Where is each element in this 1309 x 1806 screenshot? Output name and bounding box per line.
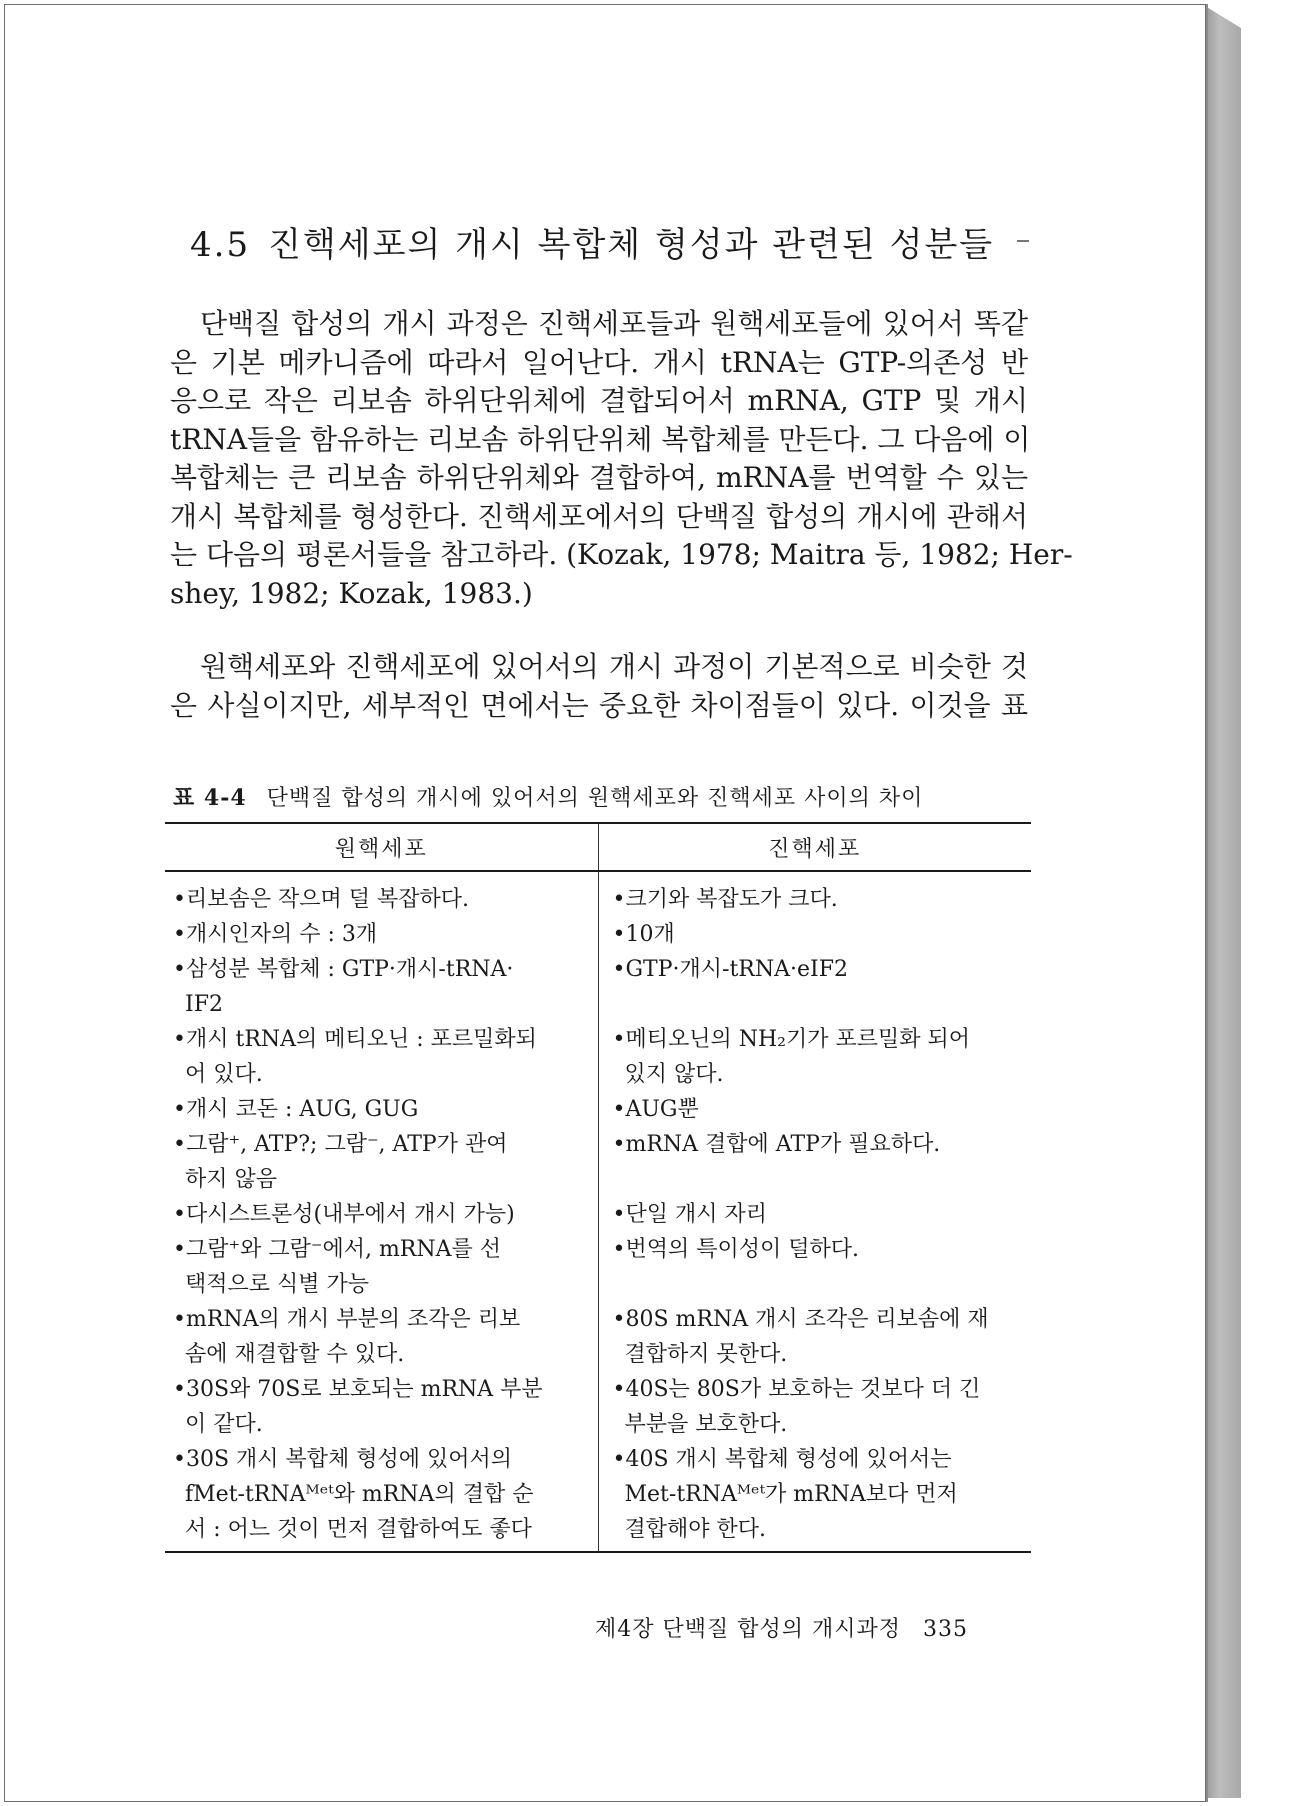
- paragraph-line: shey, 1982; Kozak, 1983.): [170, 576, 533, 610]
- paragraph-line: tRNA들을 함유하는 리보솜 하위단위체 복합체를 만든다. 그 다음에 이: [170, 422, 1031, 456]
- paragraph-line: 원핵세포와 진핵세포에 있어서의 개시 과정이 기본적으로 비슷한 것: [200, 650, 1028, 683]
- paragraph-line: 응으로 작은 리보솜 하위단위체에 결합되어서 mRNA, GTP 및 개시: [170, 384, 1028, 417]
- margin-mark: [1017, 240, 1029, 242]
- cell-text-line: 있지 않다.: [624, 1062, 724, 1087]
- prokaryote-cell: [165, 1302, 598, 1372]
- cell-text-line: •번역의 특이성이 덜하다.: [612, 1237, 859, 1262]
- paragraph-line: 은 기본 메카니즘에 따라서 일어난다. 개시 tRNA는 GTP-의존성 반: [170, 345, 1028, 379]
- cell-text-line: •개시인자의 수 : 3개: [173, 922, 378, 947]
- table-caption-text: 단백질 합성의 개시에 있어서의 원핵세포와 진핵세포 사이의 차이: [266, 786, 924, 811]
- cell-text-line: •그람⁺, ATP?; 그람⁻, ATP가 관여: [173, 1132, 508, 1157]
- table-row: [165, 1442, 1031, 1552]
- paragraph-line: 개시 복합체를 형성한다. 진핵세포에서의 단백질 합성의 개시에 관해서: [170, 499, 1028, 533]
- prokaryote-cell: [165, 1442, 598, 1552]
- cell-text-line: •80S mRNA 개시 조각은 리보솜에 재: [612, 1307, 989, 1332]
- cell-text-line: •리보솜은 작으며 덜 복잡하다.: [173, 887, 469, 912]
- eukaryote-cell: [598, 1372, 1031, 1442]
- paragraph-2: [170, 648, 1028, 725]
- eukaryote-cell: [598, 1302, 1031, 1372]
- cell-text-line: fMet-tRNAᴹᵉᵗ와 mRNA의 결합 순: [185, 1482, 534, 1507]
- cell-text-line: •40S 개시 복합체 형성에 있어서는: [612, 1447, 952, 1472]
- cell-text-line: •메티오닌의 NH₂기가 포르밀화 되어: [612, 1027, 970, 1052]
- cell-text-line: IF2: [185, 992, 223, 1017]
- cell-text-line: •40S는 80S가 보호하는 것보다 더 긴: [612, 1377, 981, 1402]
- table-row: [165, 1372, 1031, 1442]
- eukaryote-cell: [598, 1127, 1031, 1197]
- cell-text-line: 서 : 어느 것이 먼저 결합하여도 좋다: [185, 1517, 532, 1542]
- table-body: [165, 871, 1031, 1552]
- cell-text-line: •삼성분 복합체 : GTP·개시-tRNA·: [173, 957, 514, 982]
- eukaryote-cell: [598, 1232, 1031, 1302]
- cell-text-line: 부분을 보호한다.: [624, 1412, 788, 1437]
- section-heading: [190, 217, 994, 266]
- eukaryote-cell: [598, 1092, 1031, 1127]
- cell-text-line: 이 같다.: [185, 1412, 263, 1437]
- cell-text-line: 어 있다.: [185, 1062, 263, 1087]
- table-row: [165, 1022, 1031, 1092]
- table-row: [165, 1127, 1031, 1197]
- table-row: [165, 871, 1031, 917]
- prokaryote-cell: [165, 1092, 598, 1127]
- page-number: 335: [923, 1617, 969, 1642]
- table-row: [165, 917, 1031, 952]
- prokaryote-cell: [165, 917, 598, 952]
- eukaryote-cell: [598, 1442, 1031, 1552]
- paragraph-line: 는 다음의 평론서들을 참고하라. (Kozak, 1978; Maitra 등, 1982; Her-: [170, 538, 1073, 571]
- page-footer: [595, 1612, 968, 1643]
- table-header-eukaryote: 진핵세포: [598, 823, 1031, 871]
- cell-text-line: Met-tRNAᴹᵉᵗ가 mRNA보다 먼저: [624, 1482, 958, 1507]
- cell-text-line: •크기와 복잡도가 크다.: [612, 887, 838, 912]
- cell-text-line: •10개: [612, 922, 675, 947]
- cell-text-line: •mRNA 결합에 ATP가 필요하다.: [612, 1132, 941, 1157]
- table-row: [165, 1232, 1031, 1302]
- prokaryote-cell: [165, 1197, 598, 1232]
- eukaryote-cell: [598, 1197, 1031, 1232]
- eukaryote-cell: [598, 1022, 1031, 1092]
- book-page: [4, 4, 1206, 1802]
- paragraph-line: 은 사실이지만, 세부적인 면에서는 중요한 차이점들이 있다. 이것을 표: [170, 688, 1028, 722]
- table-caption: [173, 781, 923, 812]
- section-title: 진핵세포의 개시 복합체 형성과 관련된 성분들: [268, 225, 995, 265]
- prokaryote-cell: [165, 952, 598, 1022]
- running-footer-chapter: 제4장 단백질 합성의 개시과정: [595, 1617, 902, 1642]
- cell-text-line: •30S 개시 복합체 형성에 있어서의: [173, 1447, 513, 1472]
- cell-text-line: •그람⁺와 그람⁻에서, mRNA를 선: [173, 1237, 502, 1262]
- page-stack-edge: [1205, 6, 1241, 1798]
- table-row: [165, 1092, 1031, 1127]
- table-row: [165, 1302, 1031, 1372]
- eukaryote-cell: [598, 952, 1031, 1022]
- table-header-prokaryote: 원핵세포: [165, 823, 598, 871]
- prokaryote-cell: [165, 871, 598, 917]
- cell-text-line: 솜에 재결합할 수 있다.: [185, 1342, 405, 1367]
- paragraph-line: 복합체는 큰 리보솜 하위단위체와 결합하여, mRNA를 번역할 수 있는: [170, 461, 1028, 494]
- table-row: [165, 1197, 1031, 1232]
- cell-text-line: •30S와 70S로 보호되는 mRNA 부분: [173, 1377, 543, 1402]
- cell-text-line: •AUG뿐: [612, 1097, 699, 1122]
- cell-text-line: 결합해야 한다.: [624, 1517, 766, 1542]
- cell-text-line: 결합하지 못한다.: [624, 1342, 788, 1367]
- prokaryote-cell: [165, 1127, 598, 1197]
- section-number: 4.5: [190, 225, 251, 265]
- prokaryote-cell: [165, 1372, 598, 1442]
- cell-text-line: •단일 개시 자리: [612, 1202, 767, 1227]
- cell-text-line: •개시 코돈 : AUG, GUG: [173, 1097, 419, 1122]
- eukaryote-cell: [598, 917, 1031, 952]
- cell-text-line: •mRNA의 개시 부분의 조각은 리보: [173, 1307, 521, 1332]
- paragraph-line: 단백질 합성의 개시 과정은 진핵세포들과 원핵세포들에 있어서 똑같: [200, 307, 1028, 340]
- table-row: [165, 952, 1031, 1022]
- table-label: 표 4-4: [173, 785, 247, 811]
- eukaryote-cell: [598, 871, 1031, 917]
- cell-text-line: •개시 tRNA의 메티오닌 : 포르밀화되: [173, 1027, 537, 1052]
- comparison-table: [165, 822, 1031, 1553]
- cell-text-line: •다시스트론성(내부에서 개시 가능): [173, 1202, 515, 1227]
- paragraph-1: [170, 305, 1073, 613]
- cell-text-line: 하지 않음: [185, 1167, 278, 1192]
- prokaryote-cell: [165, 1232, 598, 1302]
- prokaryote-cell: [165, 1022, 598, 1092]
- cell-text-line: 택적으로 식별 가능: [185, 1272, 370, 1297]
- cell-text-line: •GTP·개시-tRNA·eIF2: [612, 957, 848, 982]
